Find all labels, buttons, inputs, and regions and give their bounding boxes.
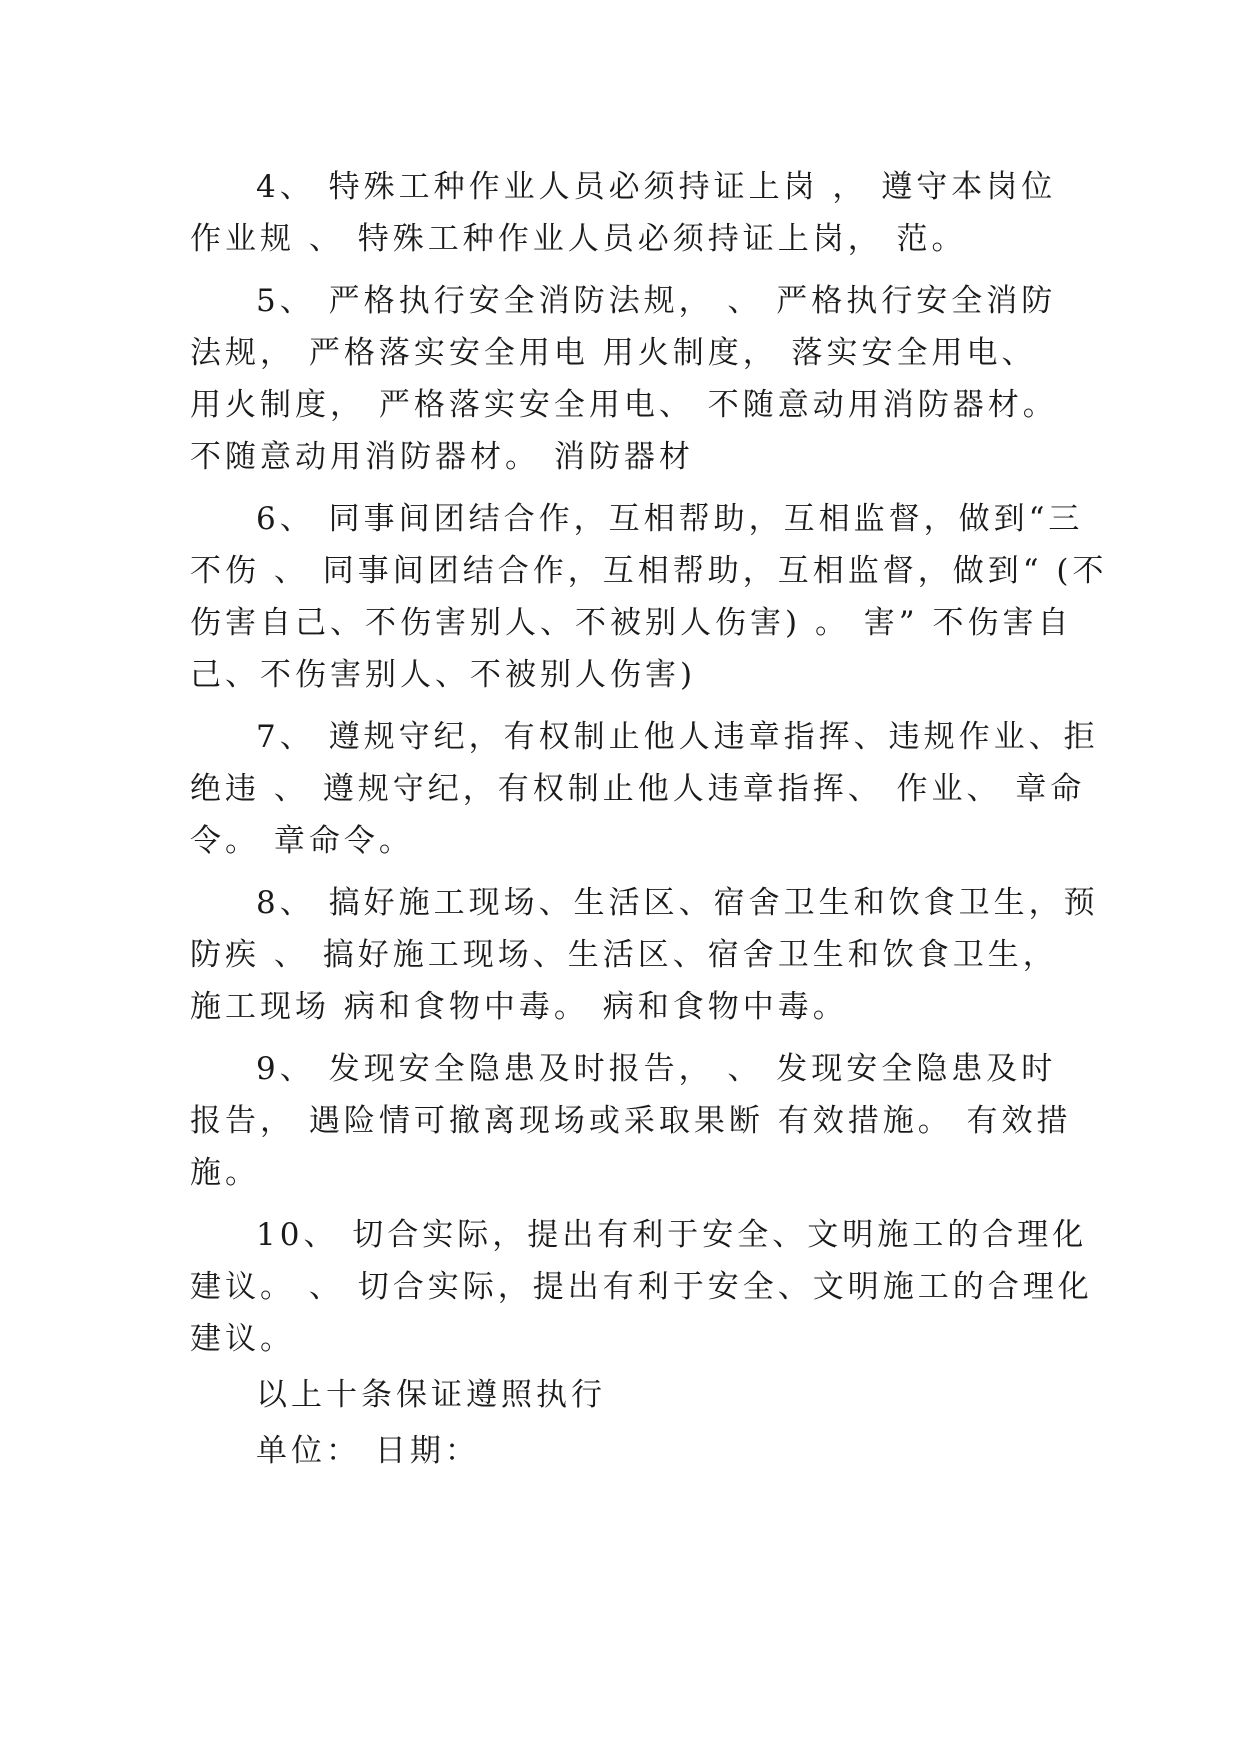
text-line: 4、 特殊工种作业人员必须持证上岗 ， 遵守本岗位 xyxy=(256,169,1057,205)
text-line: 法规， 严格落实安全用电 用火制度， 落实安全用电、 xyxy=(190,335,1037,371)
text-line: 5、 严格执行安全消防法规， 、 严格执行安全消防 xyxy=(256,283,1057,319)
text-line: 令。 章命令。 xyxy=(190,823,414,859)
text-line: 不伤 、 同事间团结合作，互相帮助，互相监督，做到“ (不 xyxy=(190,553,1108,589)
text-line: 建议。 、 切合实际，提出有利于安全、文明施工的合理化 xyxy=(190,1269,1093,1305)
text-line: 防疾 、 搞好施工现场、生活区、宿舍卫生和饮食卫生， xyxy=(190,937,1058,973)
text-line: 报告， 遇险情可撤离现场或采取果断 有效措施。 有效措 xyxy=(190,1103,1072,1139)
text-line: 建议。 xyxy=(190,1321,295,1357)
text-line: 施。 xyxy=(190,1155,260,1191)
text-line: 不随意动用消防器材。 消防器材 xyxy=(190,439,694,475)
text-line: 10、 切合实际，提出有利于安全、文明施工的合理化 xyxy=(256,1217,1088,1253)
text-line: 6、 同事间团结合作，互相帮助，互相监督，做到“三 xyxy=(256,501,1084,537)
text-line: 施工现场 病和食物中毒。 病和食物中毒。 xyxy=(190,989,848,1025)
text-line: 绝违 、 遵规守纪，有权制止他人违章指挥、 作业、 章命 xyxy=(190,771,1086,807)
text-line: 伤害自己、不伤害别人、不被别人伤害) 。 害” 不伤害自 xyxy=(190,605,1073,641)
text-line: 用火制度， 严格落实安全用电、 不随意动用消防器材。 xyxy=(190,387,1058,423)
text-line: 作业规 、 特殊工种作业人员必须持证上岗， 范。 xyxy=(190,221,967,257)
text-line: 以上十条保证遵照执行 xyxy=(256,1377,606,1413)
text-line: 己、不伤害别人、不被别人伤害) xyxy=(190,657,697,693)
text-line: 7、 遵规守纪，有权制止他人违章指挥、违规作业、拒 xyxy=(256,719,1099,755)
text-line: 9、 发现安全隐患及时报告， 、 发现安全隐患及时 xyxy=(256,1051,1057,1087)
text-line: 8、 搞好施工现场、生活区、宿舍卫生和饮食卫生，预 xyxy=(256,885,1099,921)
text-line: 单位： 日期： xyxy=(256,1433,480,1469)
